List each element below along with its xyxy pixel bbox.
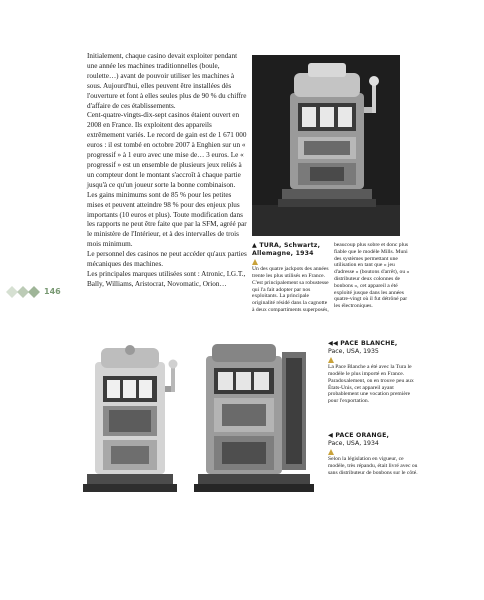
body-paragraph: Initialement, chaque casino devait exploiter pendant une année les machines traditionnelles (boule, roulette…) avant de pouvoir utiliser les machines à sous. Aujourd'hui, elles peuvent être installées dès l'ouverture et font à elles seules plus de 90 % du chiffre d'affaire de ces établissements. [87, 52, 247, 110]
body-paragraph: Les gains minimums sont de 85 % pour les petites mises et peuvent atteindre 98 % pour des enjeux plus importants (10 euros et plus). Toute modification dans les rapports ne peut être faite que par la SFM, agréé par le ministère de l'Intérieur, et à des intervalles de trois mois minimum. [87, 190, 247, 249]
caption-text: Selon la législation en vigueur, ce modèle, très répandu, était livré avec ou sans distributeur de bonbons sur le côté. [328, 456, 418, 476]
caption-tura-right [334, 242, 412, 310]
caption-title: ◀ PACE ORANGE, [328, 432, 390, 439]
body-text-column [87, 52, 249, 290]
caption-pace-orange [328, 432, 418, 477]
pace-orange-machine-photo [192, 340, 320, 498]
caption-tura-left [252, 242, 330, 314]
double-triangle-left-icon: ◀◀ [328, 340, 338, 347]
caption-title: ▲ TURA, Schwartz, [252, 242, 321, 249]
tura-machine-photo [252, 55, 400, 236]
caption-pace-blanche [328, 340, 418, 405]
pace-blanche-machine-photo [77, 342, 187, 497]
caption-text-continued: beaucoup plus sobre et donc plus fiable que le modèle Mills. Muni des systèmes permettant une utilisation en tant que « jeu d'adresse » (boutons d'arrêt), ou « distributeur deux colonnes de bonbons », cet appareil a été exploité jusque dans les années quatre-vingt où il fut détrôné par les électroniques. [334, 242, 410, 310]
page-number: 146 [44, 287, 61, 296]
caption-marker-icon [328, 357, 334, 363]
caption-text: Un des quatre jackpots des années trente les plus utilisés en France. C'est principalement sa robustesse qui l'a fait adopter par nos exploitants. La principale originalité résidé dans la cagnotte à deux compartiments superposés, [252, 266, 329, 313]
caption-subtitle: Pace, USA, 1935 [328, 347, 379, 355]
caption-text: La Pace Blanche a été avec la Tura le modèle le plus importé en France. Paradoxalement, on en trouve peu aux États-Unis, cet appareil ayant probablement une vocation première pour l'exportation. [328, 364, 414, 405]
body-paragraph: Les principales marques utilisées sont : Atronic, I.G.T., Bally, Williams, Aristocrat, Novomatic, Orion… [87, 269, 246, 288]
caption-subtitle: Allemagne, 1934 [252, 249, 314, 257]
body-paragraph: Cent-quatre-vingts-dix-sept casinos étaient ouvert en 2008 en France. Ils exploitent des appareils extrêmement variés. Le record de gain est de 1 671 000 euros : il est tombé en octobre 2007 à Enghien sur un « progressif » à 1 euro avec une mise de… 3 euros. Le « progressif » est un ensemble de plusieurs jeux reliés à un compteur dont le montant s'accroît à chaque partie jusqu'à ce qu'un joueur sorte la bonne combinaison. [87, 111, 247, 189]
triangle-up-icon: ▲ [252, 242, 257, 249]
triangle-left-icon: ◀ [328, 432, 333, 439]
caption-subtitle: Pace, USA, 1934 [328, 439, 379, 447]
caption-marker-icon [328, 449, 334, 455]
caption-title: ◀◀ PACE BLANCHE, [328, 340, 398, 347]
body-paragraph: Le personnel des casinos ne peut accéder qu'aux parties mécaniques des machines. [87, 250, 247, 269]
decorative-diamonds [6, 282, 46, 302]
caption-marker-icon [252, 259, 258, 265]
